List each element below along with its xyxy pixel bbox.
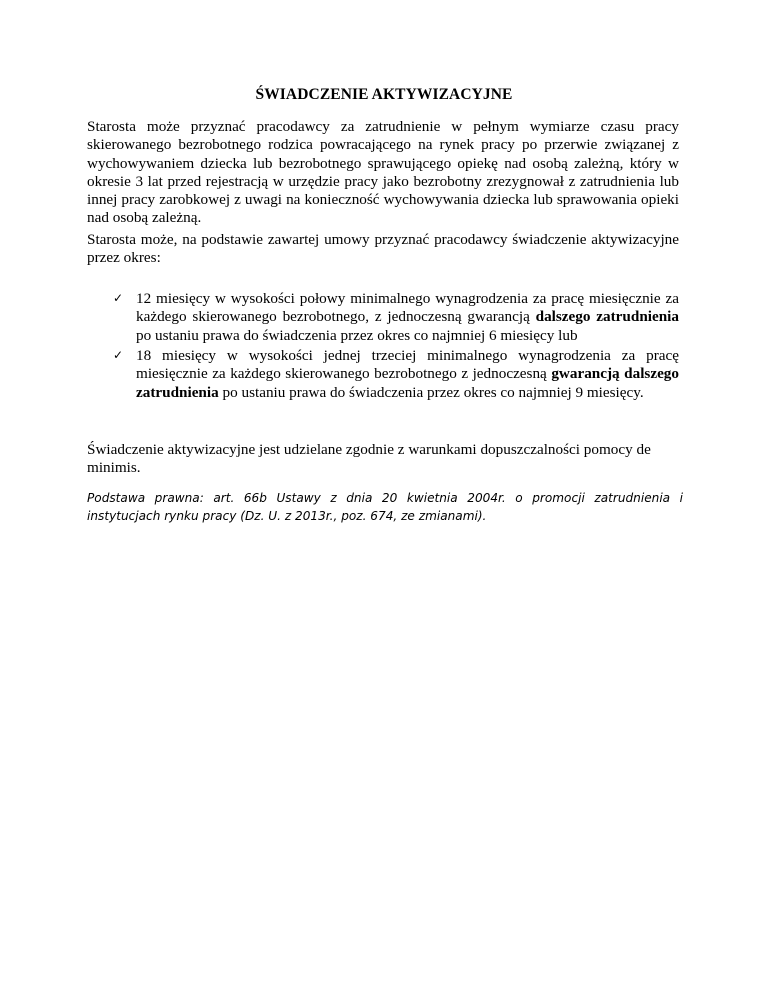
list-item-text bbox=[136, 290, 679, 345]
list-item-bold-text: dalszego zatrudnienia bbox=[535, 308, 679, 326]
de-minimis-paragraph: Świadczenie aktywizacyjne jest udzielane zgodnie z warunkami dopuszczalności pomocy de minimis. bbox=[87, 441, 651, 477]
list-item-text-part: po ustaniu prawa do świadczenia przez okres co najmniej 6 miesięcy lub bbox=[136, 326, 578, 344]
list-item-text-part: 12 miesięcy w wysokości połowy minimalnego wynagrodzenia za pracę miesięcznie za każdego skierowanego bezrobotnego, z jednoczesną gwarancją bbox=[136, 290, 679, 326]
intro-paragraph: Starosta może przyznać pracodawcy za zatrudnienie w pełnym wymiarze czasu pracy skierowanego bezrobotnego rodzica powracającego na rynek pracy po przerwie związanej z wychowywaniem dziecka lub bezrobotnego sprawującego opiekę nad osobą zależną, który w okresie 3 lat przed rejestracją w urzędzie pracy jako bezrobotny zrezygnował z zatrudnienia lub innej pracy zarobkowej z uwagi na konieczność wychowywania dziecka lub sprawowania opieki nad osobą zależną. bbox=[87, 118, 679, 227]
list-item-text bbox=[136, 347, 679, 402]
list-item-text-part: 18 miesięcy w wysokości jednej trzeciej minimalnego wynagrodzenia za pracę miesięcznie za każdego skierowanego bezrobotnego z jednoczesną bbox=[136, 347, 679, 383]
legal-basis-note: Podstawa prawna: art. 66b Ustawy z dnia 20 kwietnia 2004r. o promocji zatrudnienia i instytucjach rynku pracy (Dz. U. z 2013r., poz. 674, ze zmianami). bbox=[87, 491, 683, 523]
checkmark-icon: ✓ bbox=[113, 291, 124, 305]
agreement-paragraph: Starosta może, na podstawie zawartej umowy przyznać pracodawcy świadczenie aktywizacyjne przez okres: bbox=[87, 231, 679, 267]
list-item-text-part: po ustaniu prawa do świadczenia przez okres co najmniej 9 miesięcy. bbox=[218, 383, 644, 401]
checkmark-icon: ✓ bbox=[113, 348, 124, 362]
list-item-bold-text: gwarancją dalszego zatrudnienia bbox=[136, 365, 679, 401]
document-title: ŚWIADCZENIE AKTYWIZACYJNE bbox=[255, 86, 513, 103]
